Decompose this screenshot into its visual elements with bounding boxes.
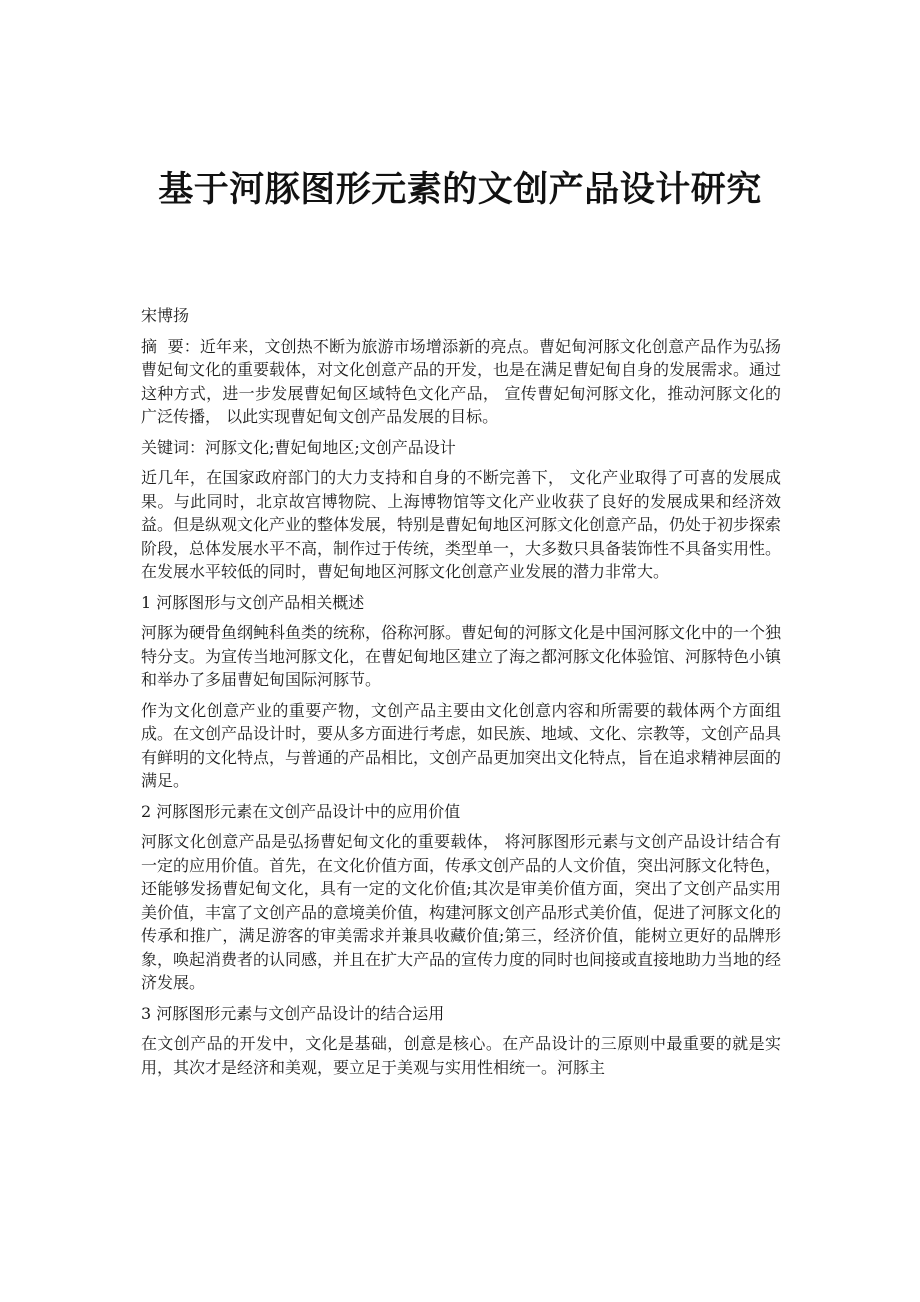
keywords-label: 关键词： <box>141 437 206 457</box>
section-3-paragraph-1: 在文创产品的开发中，文化是基础，创意是核心。在产品设计的三原则中最重要的就是实用，其次才是经济和美观，要立足于美观与实用性相统一。河豚主 <box>141 1034 781 1077</box>
author-name: 宋博扬 <box>141 306 190 325</box>
keywords-paragraph <box>141 436 781 460</box>
section-heading-3: 3 河豚图形元素与文创产品设计的结合运用 <box>141 1003 445 1023</box>
section-heading-2: 2 河豚图形元素在文创产品设计中的应用价值 <box>141 801 461 821</box>
section-heading-1: 1 河豚图形与文创产品相关概述 <box>141 592 365 612</box>
section-1-paragraph-2: 作为文化创意产业的重要产物，文创产品主要由文化创意内容和所需要的载体两个方面组成。在文创产品设计时，要从多方面进行考虑，如民族、地域、文化、宗教等，文创产品具有鲜明的文化特点，与普通的产品相比，文创产品更加突出文化特点，旨在追求精神层面的满足。 <box>141 700 782 790</box>
abstract-paragraph <box>141 335 781 429</box>
abstract-text: 近年来，文创热不断为旅游市场增添新的亮点。曹妃甸河豚文化创意产品作为弘扬曹妃甸文化的重要载体，对文化创意产品的开发，也是在满足曹妃甸自身的发展需求。通过这种方式，进一步发展曹妃甸区域特色文化产品， 宣传曹妃甸河豚文化，推动河豚文化的广泛传播， 以此实现曹妃甸文创产品发展的目标。 <box>141 336 782 426</box>
section-2-paragraph-1: 河豚文化创意产品是弘扬曹妃甸文化的重要载体， 将河豚图形元素与文创产品设计结合有一定的应用价值。首先，在文化价值方面，传承文创产品的人文价值，突出河豚文化特色，还能够发扬曹妃甸文化，具有一定的文化价值;其次是审美价值方面，突出了文创产品实用美价值，丰富了文创产品的意境美价值，构建河豚文创产品形式美价值，促进了河豚文化的传承和推广，满足游客的审美需求并兼具收藏价值;第三，经济价值，能树立更好的品牌形象，唤起消费者的认同感，并且在扩大产品的宣传力度的同时也间接或直接地助力当地的经济发展。 <box>141 832 782 992</box>
keywords-text: 河豚文化;曹妃甸地区;文创产品设计 <box>205 437 456 457</box>
section-1-paragraph-1: 河豚为硬骨鱼纲鲀科鱼类的统称，俗称河豚。曹妃甸的河豚文化是中国河豚文化中的一个独特分支。为宣传当地河豚文化，在曹妃甸地区建立了海之都河豚文化体验馆、河豚特色小镇和举办了多届曹妃甸国际河豚节。 <box>141 623 782 689</box>
paper-body <box>141 304 781 1086</box>
paper-title: 基于河豚图形元素的文创产品设计研究 <box>158 169 762 210</box>
intro-paragraph: 近几年，在国家政府部门的大力支持和自身的不断完善下， 文化产业取得了可喜的发展成果。与此同时，北京故宫博物院、上海博物馆等文化产业收获了良好的发展成果和经济效益。但是纵观文化产业的整体发展，特别是曹妃甸地区河豚文化创意产品，仍处于初步探索阶段，总体发展水平不高，制作过于传统，类型单一，大多数只具备装饰性不具备实用性。在发展水平较低的同时，曹妃甸地区河豚文化创意产业发展的潜力非常大。 <box>141 468 782 581</box>
abstract-label: 摘 要： <box>141 336 200 356</box>
